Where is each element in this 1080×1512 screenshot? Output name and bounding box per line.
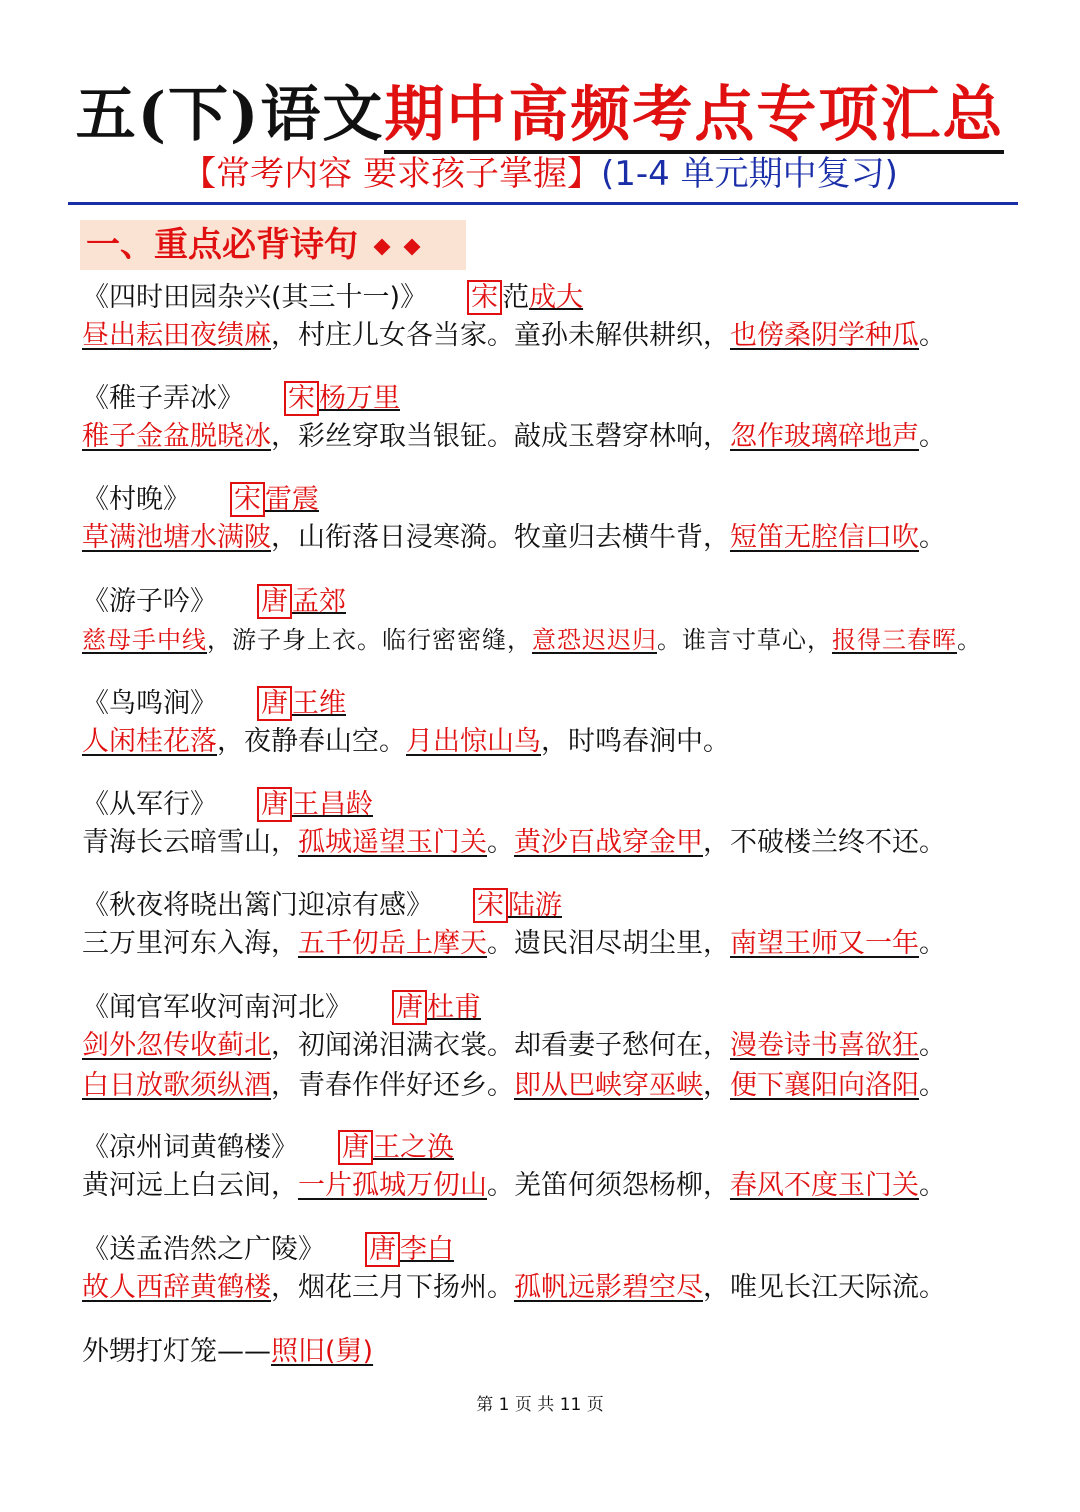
poem-line xyxy=(82,823,1022,863)
key-verse: 南望王师又一年 xyxy=(730,928,919,959)
poem-title: 《游子吟》 xyxy=(82,586,217,617)
verse-text: ，不破楼兰终不还。 xyxy=(703,827,946,858)
verse-text: 。遗民泪尽胡尘里， xyxy=(487,928,730,959)
verse-text: 。 xyxy=(919,1030,946,1061)
poem-title: 《稚子弄冰》 xyxy=(82,383,244,414)
key-verse: 春风不度玉门关 xyxy=(730,1170,919,1201)
page-footer: 第 1 页 共 11 页 xyxy=(476,1395,604,1415)
key-verse: 一片孤城万仞山 xyxy=(298,1170,487,1201)
poem-block xyxy=(82,381,1022,457)
poem-author xyxy=(392,992,481,1023)
poem-header xyxy=(82,686,1022,722)
verse-text: 青海长云暗雪山， xyxy=(82,827,298,858)
key-verse: 昼出耘田夜绩麻 xyxy=(82,320,271,351)
verse-text: 。 xyxy=(487,827,514,858)
key-verse: 稚子金盆脱晓冰 xyxy=(82,421,271,452)
poem-title: 《鸟鸣涧》 xyxy=(82,688,217,719)
verse-text: ，山衔落日浸寒漪。牧童归去横牛背， xyxy=(271,522,730,553)
poem-title: 《送孟浩然之广陵》 xyxy=(82,1234,325,1265)
divider xyxy=(68,202,1018,205)
verse-text: 。羌笛何须怨杨柳， xyxy=(487,1170,730,1201)
key-verse: 五千仞岳上摩天 xyxy=(298,928,487,959)
poem-title: 《秋夜将晓出篱门迎凉有感》 xyxy=(82,890,433,921)
verse-text: ，唯见长江天际流。 xyxy=(703,1272,946,1303)
dynasty-label: 唐 xyxy=(257,686,292,721)
poem-line xyxy=(82,1166,1022,1206)
poem-title: 《凉州词黄鹤楼》 xyxy=(82,1132,298,1163)
key-verse: 孤帆远影碧空尽 xyxy=(514,1272,703,1303)
verse-text: 黄河远上白云间， xyxy=(82,1170,298,1201)
diamond-icon xyxy=(404,238,421,255)
poem-header xyxy=(82,280,1022,316)
author-name: 李白 xyxy=(400,1234,454,1265)
verse-text: ，村庄儿女各当家。童孙未解供耕织， xyxy=(271,320,730,351)
author-name: 杨万里 xyxy=(319,383,400,414)
dynasty-label: 唐 xyxy=(365,1232,400,1267)
verse-text: 。 xyxy=(957,626,982,654)
verse-text: 。 xyxy=(919,1170,946,1201)
poem-title: 《闻官军收河南河北》 xyxy=(82,992,352,1023)
poem-header xyxy=(82,787,1022,823)
key-verse: 即从巴峡穿巫峡 xyxy=(514,1070,703,1101)
poem-title: 《村晚》 xyxy=(82,484,190,515)
key-verse: 月出惊山鸟 xyxy=(406,726,541,757)
poem-header xyxy=(82,888,1022,924)
dynasty-label: 唐 xyxy=(257,584,292,619)
author-name: 王维 xyxy=(292,688,346,719)
poem-author xyxy=(257,586,346,617)
key-verse: 报得三春晖 xyxy=(832,626,957,654)
author-name-plain: 范 xyxy=(502,282,530,313)
riddle xyxy=(82,1332,373,1372)
riddle-answer: 照旧(舅) xyxy=(271,1336,374,1367)
verse-text: ，青春作伴好还乡。 xyxy=(271,1070,514,1101)
key-verse: 人闲桂花落 xyxy=(82,726,217,757)
key-verse: 故人西辞黄鹤楼 xyxy=(82,1272,271,1303)
dynasty-label: 宋 xyxy=(473,888,508,923)
dynasty-label: 宋 xyxy=(284,381,319,416)
riddle-question: 外甥打灯笼—— xyxy=(82,1336,271,1367)
author-name: 王昌龄 xyxy=(292,789,373,820)
poem-header xyxy=(82,584,1022,620)
poem-block xyxy=(82,686,1022,762)
diamond-icon xyxy=(374,238,391,255)
title-prefix: 五(下)语文 xyxy=(75,80,385,150)
poem-block xyxy=(82,787,1022,863)
poem-author xyxy=(473,890,562,921)
verse-text: 。 xyxy=(919,1070,946,1101)
poem-header xyxy=(82,381,1022,417)
poem-block xyxy=(82,888,1022,964)
poem-author xyxy=(230,484,319,515)
section-title: 一、重点必背诗句 xyxy=(86,225,358,265)
key-verse: 意恐迟迟归 xyxy=(532,626,657,654)
key-verse: 黄沙百战穿金甲 xyxy=(514,827,703,858)
author-name: 成大 xyxy=(529,282,584,313)
poem-author xyxy=(338,1132,454,1163)
key-verse: 也傍桑阴学种瓜 xyxy=(730,320,919,351)
section-heading xyxy=(80,220,466,270)
verse-text: ，初闻涕泪满衣裳。却看妻子愁何在， xyxy=(271,1030,730,1061)
dynasty-label: 宋 xyxy=(230,482,265,517)
poem-line xyxy=(82,518,1022,558)
subtitle-red: 【常考内容 要求孩子掌握】 xyxy=(182,154,601,194)
subtitle-blue: (1-4 单元期中复习) xyxy=(600,154,898,194)
poem-block xyxy=(82,990,1022,1106)
verse-text: 。 xyxy=(919,421,946,452)
key-verse: 漫卷诗书喜欲狂 xyxy=(730,1030,919,1061)
dynasty-label: 唐 xyxy=(257,787,292,822)
dynasty-label: 唐 xyxy=(338,1130,373,1165)
key-verse: 便下襄阳向洛阳 xyxy=(730,1070,919,1101)
key-verse: 孤城遥望玉门关 xyxy=(298,827,487,858)
key-verse: 短笛无腔信口吹 xyxy=(730,522,919,553)
poem-block xyxy=(82,280,1022,356)
poem-block xyxy=(82,482,1022,558)
poem-line xyxy=(82,417,1022,457)
author-name: 杜甫 xyxy=(427,992,481,1023)
author-name: 孟郊 xyxy=(292,586,346,617)
verse-text: ，烟花三月下扬州。 xyxy=(271,1272,514,1303)
poem-block xyxy=(82,584,1022,660)
key-verse: 草满池塘水满陂 xyxy=(82,522,271,553)
author-name: 陆游 xyxy=(508,890,562,921)
title-highlight: 期中高频考点专项汇总 xyxy=(384,80,1004,154)
poem-title: 《从军行》 xyxy=(82,789,217,820)
subtitle xyxy=(0,152,1080,196)
verse-text: 三万里河东入海， xyxy=(82,928,298,959)
author-name: 雷震 xyxy=(265,484,319,515)
verse-text: 。 xyxy=(919,928,946,959)
verse-text: ，时鸣春涧中。 xyxy=(541,726,730,757)
poem-header xyxy=(82,482,1022,518)
poem-line xyxy=(82,1026,1022,1066)
poem-header xyxy=(82,990,1022,1026)
poem-line xyxy=(82,924,1022,964)
poem-block xyxy=(82,1232,1022,1308)
poem-author xyxy=(257,688,346,719)
verse-text: ， xyxy=(703,1070,730,1101)
key-verse: 白日放歌须纵酒 xyxy=(82,1070,271,1101)
verse-text: 。谁言寸草心， xyxy=(657,626,832,654)
poem-title: 《四时田园杂兴(其三十一)》 xyxy=(82,282,428,313)
poem-line xyxy=(82,1066,1022,1106)
poem-line xyxy=(82,722,1022,762)
dynasty-label: 宋 xyxy=(467,280,502,315)
dynasty-label: 唐 xyxy=(392,990,427,1025)
poem-block xyxy=(82,1130,1022,1206)
poem-line xyxy=(82,620,1022,660)
author-name: 王之涣 xyxy=(373,1132,454,1163)
poem-author xyxy=(257,789,373,820)
verse-text: 。 xyxy=(919,320,946,351)
poem-author xyxy=(284,383,400,414)
poem-line xyxy=(82,316,1022,356)
poem-author xyxy=(365,1234,454,1265)
poem-line xyxy=(82,1268,1022,1308)
key-verse: 剑外忽传收蓟北 xyxy=(82,1030,271,1061)
key-verse: 慈母手中线 xyxy=(82,626,207,654)
poem-header xyxy=(82,1232,1022,1268)
verse-text: 。 xyxy=(919,522,946,553)
key-verse: 忽作玻璃碎地声 xyxy=(730,421,919,452)
verse-text: ，彩丝穿取当银钲。敲成玉磬穿林响， xyxy=(271,421,730,452)
verse-text: ，游子身上衣。临行密密缝， xyxy=(207,626,532,654)
page-title xyxy=(0,78,1080,152)
poem-header xyxy=(82,1130,1022,1166)
poem-author xyxy=(467,282,583,313)
verse-text: ，夜静春山空。 xyxy=(217,726,406,757)
